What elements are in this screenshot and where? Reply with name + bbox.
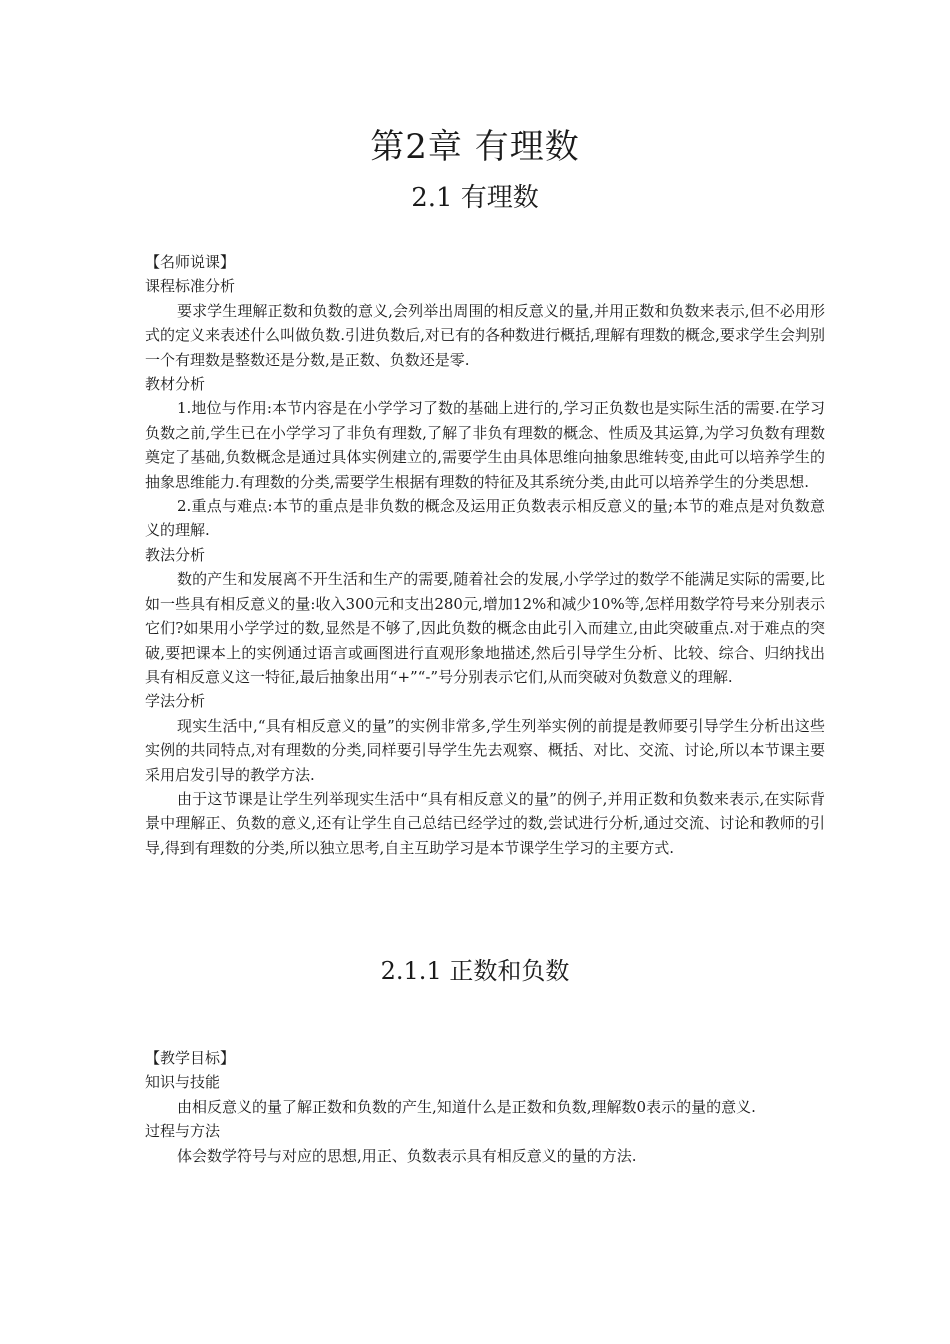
knowledge-skills-label: 知识与技能 bbox=[145, 1073, 221, 1092]
process-method-text: 体会数学符号与对应的思想,用正、负数表示具有相反意义的量的方法. bbox=[177, 1146, 637, 1165]
learning-method-label: 学法分析 bbox=[145, 692, 206, 711]
teaching-method-text: 数的产生和发展离不开生活和生产的需要,随着社会的发展,小学学过的数学不能满足实际的需要,比如一些具有相反意义的量:收入300元和支出280元,增加12%和减少10%等,怎样用数学符号来分别表示它们?如果用小学学过的数,显然是不够了,因此负数的概念由此引入而建立,由此突破重点.对于难点的突破,要把课本上的实例通过语言或画图进行直观形象地描述,然后引导学生分析、比较、综合、归纳找出具有相反意义这一特征,最后抽象出用“+”“-”号分别表示它们,从而突破对负数意义的理解. bbox=[145, 570, 825, 686]
course-standard-label: 课程标准分析 bbox=[145, 277, 236, 296]
learning-method-p2: 由于这节课是让学生列举现实生活中“具有相反意义的量”的例子,并用正数和负数来表示,在实际背景中理解正、负数的意义,还有让学生自己总结已经学过的数,尝试进行分析,通过交流、讨论和教师的引导,得到有理数的分类,所以独立思考,自主互助学习是本节课学生学习的主要方式. bbox=[145, 789, 825, 857]
teacher-notes-heading: 【名师说课】 bbox=[145, 253, 236, 271]
teaching-method-label: 教法分析 bbox=[145, 545, 206, 564]
course-standard-text: 要求学生理解正数和负数的意义,会列举出周围的相反意义的量,并用正数和负数来表示,但不必用形式的定义来表述什么叫做负数.引进负数后,对已有的各种数进行概括,理解有理数的概念,要求学生会判别一个有理数是整数还是分数,是正数、负数还是零. bbox=[145, 301, 825, 369]
section-title: 2.1 有理数 bbox=[411, 183, 539, 213]
textbook-analysis-p1: 1.地位与作用:本节内容是在小学学习了数的基础上进行的,学习正负数也是实际生活的需要.在学习负数之前,学生已在小学学习了非负有理数,了解了非负有理数的概念、性质及其运算,为学习负数有理数奠定了基础,负数概念是通过具体实例建立的,需要学生由具体思维向抽象思维转变,由此可以培养学生的抽象思维能力.有理数的分类,需要学生根据有理数的特征及其系统分类,由此可以培养学生的分类思想. bbox=[145, 399, 825, 491]
process-method-label: 过程与方法 bbox=[145, 1122, 221, 1141]
teaching-goals-block bbox=[145, 1046, 825, 1168]
textbook-analysis-label: 教材分析 bbox=[145, 375, 206, 394]
chapter-title: 第2章 有理数 bbox=[370, 127, 580, 167]
teaching-goals-heading: 【教学目标】 bbox=[145, 1049, 236, 1067]
knowledge-skills-text: 由相反意义的量了解正数和负数的产生,知道什么是正数和负数,理解数0表示的量的意义. bbox=[177, 1097, 756, 1116]
teacher-notes-block bbox=[145, 250, 825, 860]
learning-method-p1: 现实生活中,“具有相反意义的量”的实例非常多,学生列举实例的前提是教师要引导学生分析出这些实例的共同特点,对有理数的分类,同样要引导学生先去观察、概括、对比、交流、讨论,所以本节课主要采用启发引导的教学方法. bbox=[145, 716, 825, 784]
textbook-analysis-p2: 2.重点与难点:本节的重点是非负数的概念及运用正负数表示相反意义的量;本节的难点是对负数意义的理解. bbox=[145, 497, 825, 540]
subsection-title: 2.1.1 正数和负数 bbox=[380, 957, 570, 985]
